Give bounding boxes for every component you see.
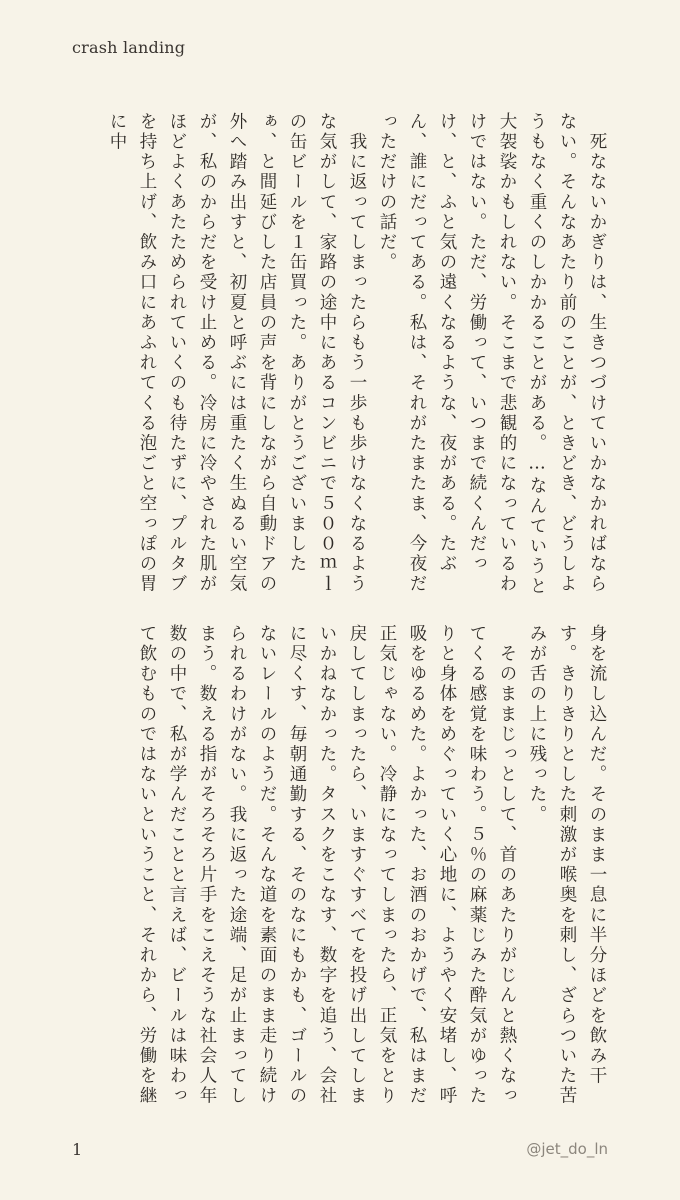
paragraph: 死なないかぎりは、生きつづけていかなかればならない。そんなあたり前のことが、ときどき、どうしようもなく重くのしかかることがある。…なんていうと大袈裟かもしれない。そこまで悲観的になっているわけではない。ただ、労働って、いつまで続くんだっけ、と、ふと気の遠くなるような、夜がある。たぶん、誰にだってある。私は、それがたまたま、今夜だっただけの話だ。 [377, 112, 607, 597]
author-handle: @jet_do_ln [526, 1140, 608, 1158]
paragraph: 我に返ってしまったらもう一歩も歩けなくなるような気がして、家路の途中にあるコンビニで５００ｍｌの缶ビールを１缶買った。ありがとうございましたぁ、と間延びした店員の声を背にしながら自動ドアの外へ踏み出すと、初夏と呼ぶには重たく生ぬるい空気が、私のからだを受け止める。冷房に冷やされた肌がほどよくあたためられていくのも待たずに、プルタブを持ち上げ、飲み口にあふれてくる泡ごと空っぽの胃に中 [107, 112, 367, 595]
text-block-top [72, 112, 612, 602]
text-block-bottom [72, 624, 612, 1114]
paragraph: そのままじっとして、首のあたりがじんと熱くなってくる感覚を味わう。５％の麻薬じみた酔気がゆったりと身体をめぐっていく心地に、ようやく安堵し、呼吸をゆるめた。よかった、お酒のおかげで、私はまだ正気じゃない。冷静になってしまったら、正気をとり戻してしまったら、いますぐすべてを投げ出してしまいかねなかった。タスクをこなす、数字を追う、会社に尽くす、毎朝通勤する、そのなにもかも、ゴールのないレールのようだ。そんな道を素面のまま走り続けられるわけがない。我に返った途端、足が止まってしまう。数える指がそろそろ片手をこえそうな社会人年数の中で、私が学んだことと言えば、ビールは味わって飲むものではないということ、それから、労働を継 [137, 624, 517, 1107]
page-title: crash landing [72, 38, 186, 57]
page-number: 1 [72, 1140, 83, 1159]
paragraph: 身を流し込んだ。そのまま一息に半分ほどを飲み干す。きりきりとした刺激が喉奥を刺し、ざらついた苦みが舌の上に残った。 [527, 624, 607, 1107]
